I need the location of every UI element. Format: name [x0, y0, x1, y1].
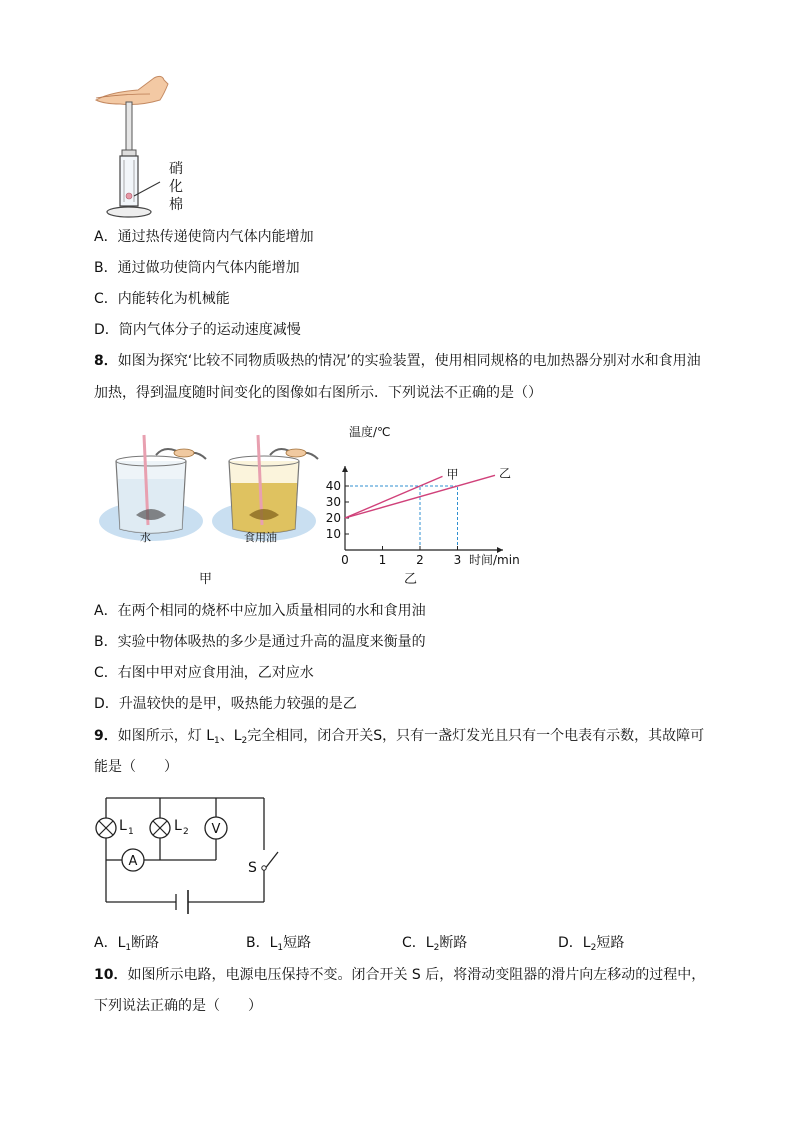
q9-text-a: 如图所示，灯 L [117, 728, 214, 744]
q9-options-row [94, 933, 734, 953]
label-char: 硝 [169, 161, 183, 177]
q9-option-b[interactable] [246, 933, 311, 953]
q9-option-a-pre: A．L [94, 935, 126, 951]
q8-caption-right: 乙 [404, 572, 418, 587]
lamp-l1-icon [96, 818, 116, 838]
y-axis-label: 温度/℃ [349, 425, 391, 439]
q8-text: 如图为探究‘比较不同物质吸热的情况’的实验装置，使用相同规格的电加热器分别对水和食用油 [117, 353, 701, 369]
voltmeter-label: V [211, 822, 221, 837]
chart-svg [318, 418, 538, 566]
q7-option-d[interactable]: D．筒内气体分子的运动速度减慢 [94, 322, 301, 338]
q8-option-d[interactable]: D．升温较快的是甲，吸热能力较强的是乙 [94, 696, 357, 712]
q9-stem-line2: 能是（ ） [94, 759, 178, 775]
q9-option-b-sub: 1 [277, 943, 284, 953]
series-label-1: 乙 [499, 466, 512, 481]
q10-stem-line2: 下列说法正确的是（ ） [94, 998, 262, 1014]
q9-option-c-sub: 2 [433, 943, 440, 953]
q9-option-d-pre: D．L [558, 935, 591, 951]
beaker-oil-label: 食用油 [244, 531, 277, 544]
q9-sub2: 2 [241, 736, 248, 746]
lamp2-label: L [174, 818, 182, 834]
q9-text-c: 完全相同，闭合开关S，只有一盏灯发光且只有一个电表有示数，其故障可 [247, 728, 705, 744]
q9-option-a-sub: 1 [125, 943, 132, 953]
beaker-water-label: 水 [140, 531, 151, 544]
x-tick-label-3: 3 [453, 553, 462, 566]
q9-option-b-post: 短路 [283, 935, 312, 951]
q10-number: 10． [94, 967, 128, 983]
lamp2-sub: 2 [183, 827, 189, 837]
q9-option-b-pre: B．L [246, 935, 278, 951]
q9-option-c[interactable] [402, 933, 467, 953]
x-tick-label-0: 0 [341, 553, 349, 566]
q8-option-b[interactable]: B．实验中物体吸热的多少是通过升高的温度来衡量的 [94, 634, 426, 650]
q8-temperature-chart [318, 418, 538, 566]
q10-text: 如图所示电路，电源电压保持不变。闭合开关 S 后，将滑动变阻器的滑片向左移动的过程中， [127, 967, 706, 983]
circuit-svg [92, 790, 282, 920]
q10-stem-line1 [94, 965, 705, 985]
y-tick-label-30: 30 [325, 495, 341, 509]
series-line-1 [345, 475, 495, 518]
x-tick-label-1: 1 [378, 553, 387, 566]
x-tick-label-2: 2 [416, 553, 424, 566]
q9-number: 9． [94, 728, 118, 744]
q7-figure-label [166, 160, 186, 214]
q8-option-a[interactable]: A．在两个相同的烧杯中应加入质量相同的水和食用油 [94, 603, 426, 619]
q8-stem-line2: 加热，得到温度随时间变化的图像如右图所示．下列说法不正确的是（） [94, 385, 542, 401]
x-axis-label: 时间/min [469, 553, 520, 566]
q9-sub1: 1 [214, 736, 220, 746]
lamp1-label: L [119, 818, 127, 834]
label-char: 棉 [169, 197, 183, 213]
switch-label: S [248, 860, 257, 876]
lamp-l2-icon [150, 818, 170, 838]
ammeter-label: A [128, 854, 138, 869]
q7-option-b[interactable]: B．通过做功使筒内气体内能增加 [94, 260, 300, 276]
q8-number: 8． [94, 353, 118, 369]
y-tick-label-40: 40 [325, 479, 341, 493]
q9-option-a[interactable] [94, 933, 159, 953]
q9-option-d-post: 短路 [596, 935, 625, 951]
lamp1-sub: 1 [128, 827, 134, 837]
q9-text-b: 、L [219, 728, 242, 744]
q8-option-c[interactable]: C．右图中甲对应食用油，乙对应水 [94, 665, 314, 681]
y-tick-label-20: 20 [325, 511, 341, 525]
q7-option-a[interactable]: A．通过热传递使筒内气体内能增加 [94, 229, 314, 245]
series-label-0: 甲 [446, 467, 459, 482]
q7-option-c[interactable]: C．内能转化为机械能 [94, 291, 230, 307]
q9-stem-line1 [94, 726, 704, 746]
q9-option-c-post: 断路 [439, 935, 468, 951]
q9-option-c-pre: C．L [402, 935, 434, 951]
beakers-illustration [96, 425, 326, 555]
q9-option-d[interactable] [558, 933, 624, 953]
series-line-0 [345, 476, 443, 518]
label-char: 化 [169, 179, 183, 195]
q9-option-d-sub: 2 [590, 943, 597, 953]
q8-beaker-figure [96, 425, 326, 555]
q9-option-a-post: 断路 [131, 935, 160, 951]
q9-circuit-diagram [92, 790, 282, 920]
y-tick-label-10: 10 [325, 527, 341, 541]
q8-caption-left: 甲 [199, 572, 213, 587]
y-axis-arrow [342, 466, 348, 472]
q8-stem-line1 [94, 351, 701, 371]
